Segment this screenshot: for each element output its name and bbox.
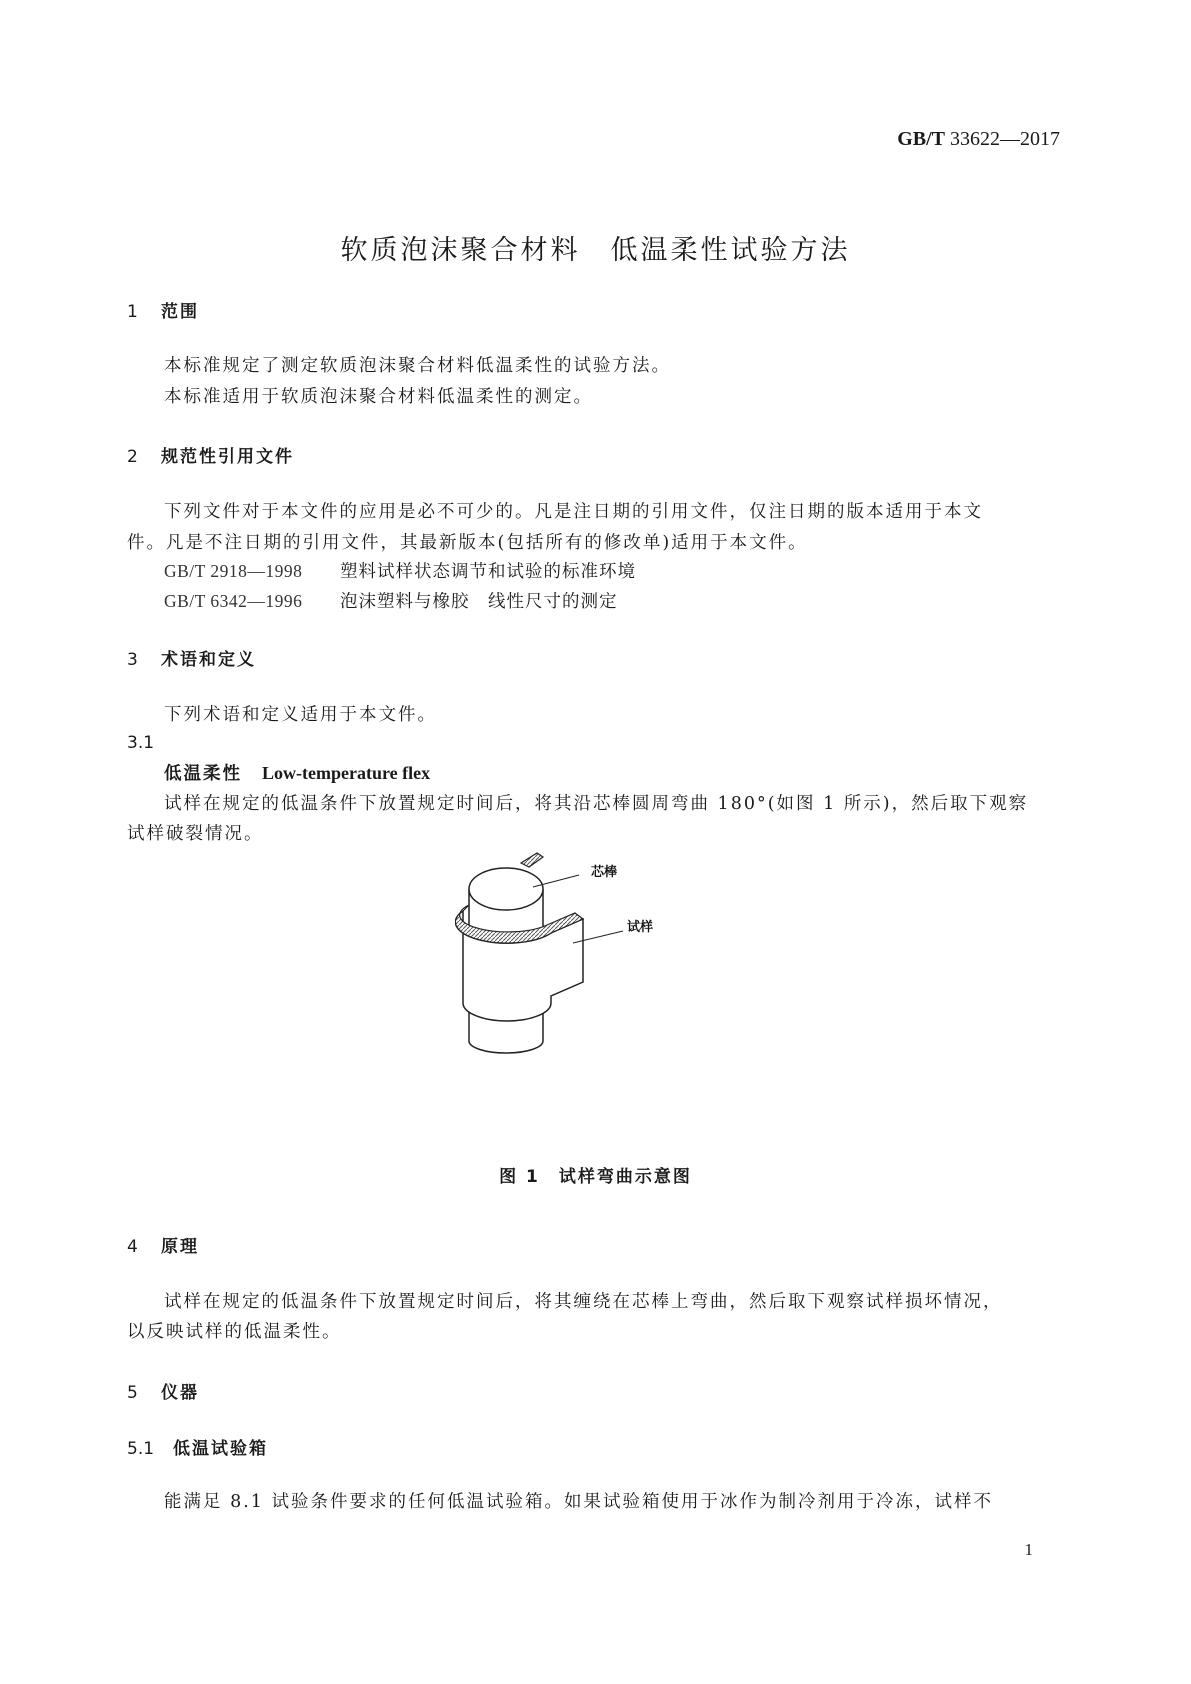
standard-code [897, 128, 1060, 151]
term-entry [164, 760, 430, 785]
section-2-heading [127, 442, 294, 467]
section-3-heading [127, 645, 256, 670]
subsection-title: 低温试验箱 [173, 1439, 268, 1459]
figure-1-diagram [455, 845, 665, 1060]
section-number: 1 [127, 302, 138, 322]
paragraph-line: 本标准适用于软质泡沫聚合材料低温柔性的测定。 [164, 387, 593, 407]
reference-code: GB/T 2918—1998 [164, 561, 303, 581]
subsection-number: 5.1 [127, 1439, 155, 1459]
paragraph-line: 以反映试样的低温柔性。 [127, 1322, 342, 1342]
section-title: 仪器 [161, 1383, 199, 1403]
section-number: 3 [127, 650, 138, 670]
section-title: 范围 [161, 302, 199, 322]
normative-reference [164, 588, 618, 613]
document-title: 软质泡沫聚合材料 低温柔性试验方法 [340, 235, 851, 266]
section-1-heading [127, 297, 199, 322]
section-number: 4 [127, 1237, 138, 1257]
paragraph-line: 试样在规定的低温条件下放置规定时间后，将其缠绕在芯棒上弯曲，然后取下观察试样损坏情况， [164, 1292, 1003, 1312]
term-number: 3.1 [127, 733, 155, 753]
specimen-back-tab [521, 853, 543, 867]
paragraph-line: 下列术语和定义适用于本文件。 [164, 705, 437, 725]
mandrel-label: 芯棒 [591, 865, 618, 880]
figure-caption: 图 1 试样弯曲示意图 [499, 1167, 692, 1187]
section-4-heading [127, 1232, 199, 1257]
standard-prefix: GB/T [897, 128, 945, 150]
paragraph-line: 本标准规定了测定软质泡沫聚合材料低温柔性的试验方法。 [164, 356, 671, 376]
standard-number: 33622—2017 [950, 128, 1060, 150]
subsection-5-1-heading [127, 1434, 268, 1459]
section-number: 5 [127, 1383, 138, 1403]
section-number: 2 [127, 447, 138, 467]
definition-line: 试样在规定的低温条件下放置规定时间后，将其沿芯棒圆周弯曲 180°(如图 1 所示)，然后取下观察 [164, 794, 1029, 814]
reference-code: GB/T 6342—1996 [164, 591, 303, 611]
term-english: Low-temperature flex [262, 763, 431, 783]
reference-title: 泡沫塑料与橡胶 线性尺寸的测定 [340, 592, 618, 612]
specimen-label: 试样 [627, 920, 654, 935]
section-5-heading [127, 1378, 199, 1403]
page-number: 1 [1024, 1540, 1033, 1559]
section-title: 规范性引用文件 [161, 447, 294, 467]
paragraph-line: 下列文件对于本文件的应用是必不可少的。凡是注日期的引用文件，仅注日期的版本适用于本文 [164, 502, 983, 522]
reference-title: 塑料试样状态调节和试验的标准环境 [340, 562, 636, 582]
term-chinese: 低温柔性 [164, 764, 242, 784]
section-title: 术语和定义 [161, 650, 256, 670]
definition-line: 试样破裂情况。 [127, 824, 264, 844]
section-title: 原理 [161, 1237, 199, 1257]
paragraph-line: 能满足 8.1 试验条件要求的任何低温试验箱。如果试验箱使用于冰作为制冷剂用于冷冻，试样不 [164, 1492, 993, 1512]
paragraph-line: 件。凡是不注日期的引用文件，其最新版本(包括所有的修改单)适用于本文件。 [127, 533, 808, 553]
normative-reference [164, 558, 636, 583]
